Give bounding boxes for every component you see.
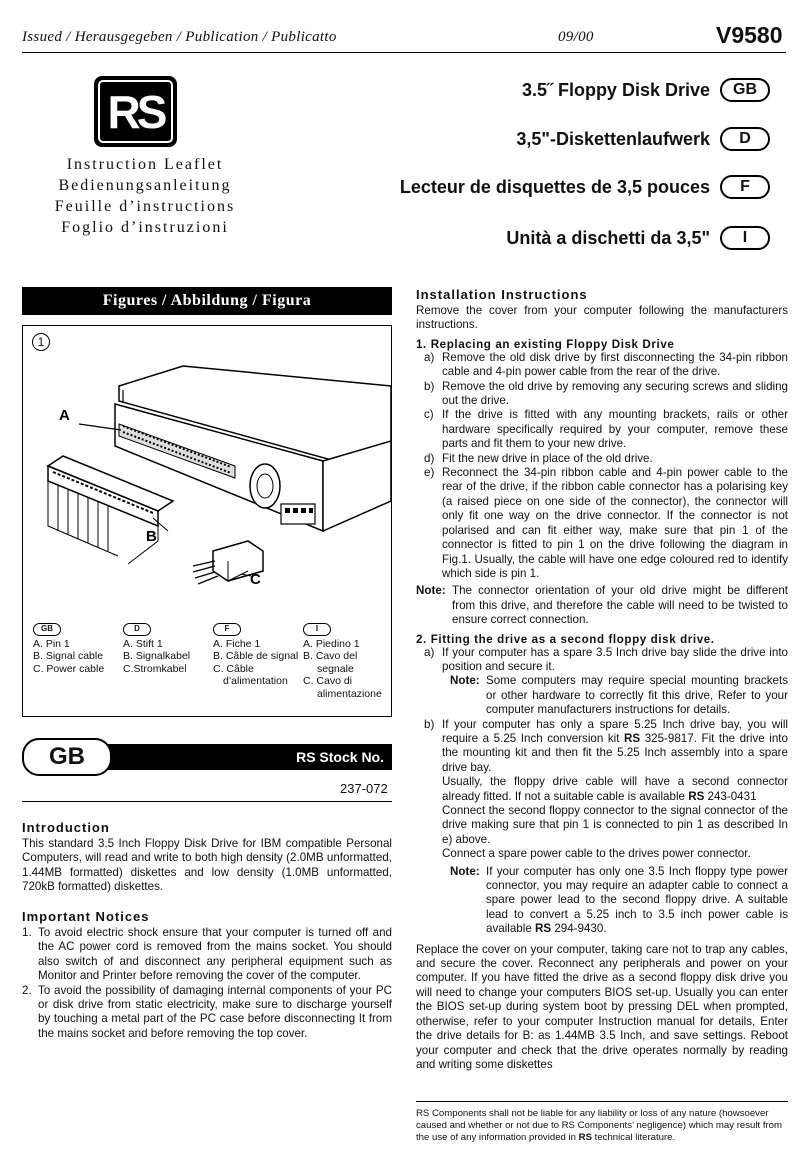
product-title-row-gb bbox=[522, 78, 770, 102]
step-1d bbox=[424, 452, 788, 466]
leaflet-title-en: Instruction Leaflet bbox=[66, 156, 224, 173]
step-1d-text: Fit the new drive in place of the old drive. bbox=[442, 451, 653, 465]
header-rule bbox=[22, 52, 786, 53]
product-title-row-f bbox=[400, 175, 770, 199]
notice-1-text: To avoid electric shock ensure that your computer is turned off and the AC power cord is removed from the mains socket. You should also switch of and disconnect any peripheral equipment such as Monitor and Printer before removing the cover of the computer. bbox=[38, 926, 392, 983]
product-title-row-d bbox=[516, 127, 770, 151]
step-2b-marker: b) bbox=[424, 717, 435, 731]
figure-box bbox=[22, 325, 392, 717]
issued-line: Issued / Herausgegeben / Publication / Publicatto bbox=[22, 29, 337, 45]
caption-gb-a: A. Pin 1 bbox=[33, 637, 70, 650]
label-b: B bbox=[146, 528, 157, 545]
drive-power-socket bbox=[281, 504, 315, 524]
caption-gb-c: C. Power cable bbox=[33, 662, 105, 675]
product-title-d: 3,5"-Diskettenlaufwerk bbox=[516, 128, 710, 149]
disclaimer-rule bbox=[416, 1101, 788, 1102]
installation-intro: Remove the cover from your computer following the manufacturers instructions. bbox=[416, 304, 788, 332]
caption-i bbox=[303, 622, 389, 700]
language-badge-f: F bbox=[720, 175, 770, 199]
notices-section bbox=[22, 909, 392, 1041]
step-2b-p4: Connect a spare power cable to the drives power connector. bbox=[442, 847, 751, 861]
disclaimer-pre: RS Components shall not be liable for any liability or loss of any nature (howsoever caused and whether or not due to RS Components’ negligence) which may result from the use of any information provided in bbox=[416, 1108, 783, 1143]
step-1b-marker: b) bbox=[424, 379, 435, 393]
introduction-heading: Introduction bbox=[22, 820, 110, 835]
ribbon-connector bbox=[48, 456, 173, 526]
caption-gb bbox=[33, 622, 121, 675]
rs-mark-1: RS bbox=[624, 731, 641, 745]
step-1c-marker: c) bbox=[424, 408, 434, 422]
label-a: A bbox=[59, 407, 70, 424]
step-2a bbox=[424, 646, 788, 675]
part-294-9430: 294-9430. bbox=[551, 922, 607, 936]
step-1a bbox=[424, 351, 788, 380]
part-243-0431: 243-0431 bbox=[704, 789, 757, 803]
installation-heading: Installation Instructions bbox=[416, 287, 588, 302]
step-2a-marker: a) bbox=[424, 645, 435, 659]
figure-number: 1 bbox=[32, 333, 50, 351]
step-2b-p1-pre: If your computer has only a spare 5.25 Inch drive bay, you will require a 5.25 Inch conversion kit bbox=[442, 717, 788, 745]
step-1e-marker: e) bbox=[424, 466, 435, 480]
step-2b-p2 bbox=[442, 775, 788, 804]
step-2b-note bbox=[424, 865, 788, 937]
step-1c-text: If the drive is fitted with any mounting brackets, rails or other hardware specifically required by your computer, remove these parts and fit them to your new drive. bbox=[442, 408, 788, 451]
step-2b-p1 bbox=[442, 718, 788, 774]
step-1c bbox=[424, 408, 788, 451]
caption-d bbox=[123, 622, 209, 675]
step-1a-marker: a) bbox=[424, 350, 435, 364]
notice-2-text: To avoid the possibility of damaging internal components of your PC or disk drive from static electricity, make sure to discharge yourself by touching a metal part of the PC case before disconnecting It from the mains socket and before removing the top cover. bbox=[38, 983, 392, 1040]
product-title-row-i bbox=[506, 226, 770, 250]
stock-label: RS Stock No. bbox=[296, 749, 384, 765]
notice-1-marker: 1. bbox=[22, 926, 32, 939]
note-1-text: The connector orientation of your old drive might be different from this drive, and therefore the cable will need to be twisted to ensure correct connection. bbox=[452, 584, 788, 627]
rs-logo-text: RS bbox=[98, 80, 173, 143]
step-2a-note-label: Note: bbox=[450, 674, 480, 688]
leaflet-title-de: Bedienungsanleitung bbox=[58, 177, 232, 194]
introduction-text: This standard 3.5 Inch Floppy Disk Drive for IBM compatible Personal Computers, will read and write to both high density (2.0MB unformatted, 1.44MB formatted) diskettes and low density (1.0MB unformatted, 720kB formatted) diskettes. bbox=[22, 837, 392, 894]
step-2a-note-text: Some computers may require special mounting brackets or other hardware to correctly fit this drive, Refer to your computer manufacturers instructions for details. bbox=[486, 674, 788, 717]
rs-mark-3: RS bbox=[535, 922, 552, 936]
caption-badge-d: D bbox=[123, 623, 151, 636]
caption-d-b: B. Signalkabel bbox=[123, 650, 191, 663]
language-badge-d: D bbox=[720, 127, 770, 151]
part-325-9817: 325-9817 bbox=[640, 731, 694, 745]
caption-gb-b: B. Signal cable bbox=[33, 650, 104, 663]
step-1b-text: Remove the old drive by removing any securing screws and sliding out the drive. bbox=[442, 379, 788, 408]
product-title-i: Unità a dischetti da 3,5" bbox=[506, 227, 710, 248]
caption-f-c: C. Câble d’alimentation bbox=[213, 662, 288, 688]
stock-rule bbox=[22, 801, 392, 802]
step-2b-body bbox=[442, 718, 788, 862]
stock-badge-gb: GB bbox=[22, 738, 112, 776]
caption-f-b: B. Câble de signal bbox=[213, 650, 299, 663]
disclaimer-rs: RS bbox=[578, 1132, 592, 1143]
caption-i-b: B. Cavo del segnale bbox=[303, 650, 358, 675]
product-title-gb: 3.5˝ Floppy Disk Drive bbox=[521, 79, 710, 100]
caption-d-a: A. Stift 1 bbox=[123, 637, 163, 650]
leaflet-titles bbox=[22, 154, 268, 238]
step-2b-p2-pre: Usually, the floppy drive cable will have a second connector already fitted. If not a suitable cable is available bbox=[442, 775, 788, 803]
notice-2 bbox=[22, 984, 392, 1042]
disclaimer bbox=[416, 1108, 788, 1144]
section2-heading: 2. Fitting the drive as a second floppy disk drive. bbox=[416, 632, 715, 646]
step-1d-marker: d) bbox=[424, 451, 435, 465]
caption-badge-i: I bbox=[303, 623, 331, 636]
disclaimer-post: technical literature. bbox=[592, 1132, 676, 1143]
label-c: C bbox=[250, 571, 261, 588]
leaflet-title-fr: Feuille d’instructions bbox=[54, 198, 236, 215]
language-badge-gb: GB bbox=[720, 78, 770, 102]
step-2b-p1-post: . Fit the drive into the mounting kit and then fit the 5.25 Inch assembly into a spare drive bay. bbox=[442, 731, 788, 774]
caption-badge-f: F bbox=[213, 623, 241, 636]
step-2b-note-pre: If your computer has only one 3.5 Inch floppy type power connector, you may require an adapter cable to connect a spare power lead to the second floppy drive. A suitable lead to convert a 5.25 inch to 3.5 inch power cable is available bbox=[486, 864, 788, 936]
introduction-section bbox=[22, 820, 392, 895]
note-1 bbox=[416, 584, 788, 627]
step-1e-text: Reconnect the 34-pin ribbon cable and 4-pin power cable to the rear of the drive, if the ribbon cable connector has a polarising key (a raised piece on one side of the connector), the connector will only fit one way on the drive connector. If the connector is not polarised and can fit either way, make sure that pin 1 of the connector is fitted to pin 1 on the drive following the diagram in Fig.1. Usually, the cable will have one edge coloured red to identify which side is pin 1. bbox=[442, 466, 788, 580]
notices-heading: Important Notices bbox=[22, 909, 150, 924]
caption-f-a: A. Fiche 1 bbox=[213, 637, 261, 650]
drive-illustration bbox=[23, 326, 391, 616]
step-1b bbox=[424, 380, 788, 409]
step-2a-text: If your computer has a spare 3.5 Inch drive bay slide the drive into position and secure it. bbox=[442, 645, 788, 673]
caption-f bbox=[213, 622, 299, 688]
installation-section bbox=[416, 287, 788, 1072]
rs-logo bbox=[94, 76, 177, 147]
figures-banner: Figures / Abbildung / Figura bbox=[22, 287, 392, 315]
step-2b bbox=[424, 718, 788, 862]
step-2b-p3: Connect the second floppy connector to the signal connector of the drive making sure that pin 1 is connected to pin 1 as described In e) above. bbox=[442, 804, 788, 846]
step-1a-text: Remove the old disk drive by first disconnecting the 34-pin ribbon cable and 4-pin power cable from the rear of the drive. bbox=[442, 350, 788, 379]
step-2b-note-label: Note: bbox=[450, 864, 480, 878]
note-1-label: Note: bbox=[416, 584, 446, 598]
product-title-f: Lecteur de disquettes de 3,5 pouces bbox=[399, 176, 710, 197]
caption-i-a: A. Piedino 1 bbox=[303, 637, 360, 650]
leaflet-title-it: Foglio d’instruzioni bbox=[61, 219, 229, 236]
stock-bar bbox=[22, 738, 392, 776]
caption-d-c: C.Stromkabel bbox=[123, 662, 187, 675]
step-2b-note-text bbox=[486, 865, 788, 937]
step-1e bbox=[424, 466, 788, 581]
language-badge-i: I bbox=[720, 226, 770, 250]
caption-badge-gb: GB bbox=[33, 623, 61, 636]
stock-number: 237-072 bbox=[340, 781, 388, 796]
step-2a-note bbox=[424, 674, 788, 717]
notice-1 bbox=[22, 926, 392, 984]
rs-mark-2: RS bbox=[688, 789, 705, 803]
closing-paragraph: Replace the cover on your computer, taking care not to trap any cables, and secure the cover. Reconnect any peripherals and power on your computer. If you have fitted the drive as a second floppy disk drive you will need to change your computers BIOS set-up. Usually you can enter the BIOS set-up during system boot by pressing DEL when prompted, otherwise, refer to your computer Instruction manual for details, Enter the drive details for B: as 1.44MB 3.5 Inch, and save settings. Reboot your computer and check that the drive operates normally by reading and writing some diskettes bbox=[416, 942, 788, 1071]
caption-i-c: C. Cavo di alimentazione bbox=[303, 675, 382, 700]
document-code: V9580 bbox=[716, 22, 783, 48]
stock-label-bar bbox=[92, 744, 392, 770]
issue-date: 09/00 bbox=[558, 29, 594, 45]
notice-2-marker: 2. bbox=[22, 983, 32, 997]
section1-heading: 1. Replacing an existing Floppy Disk Drive bbox=[416, 337, 675, 351]
